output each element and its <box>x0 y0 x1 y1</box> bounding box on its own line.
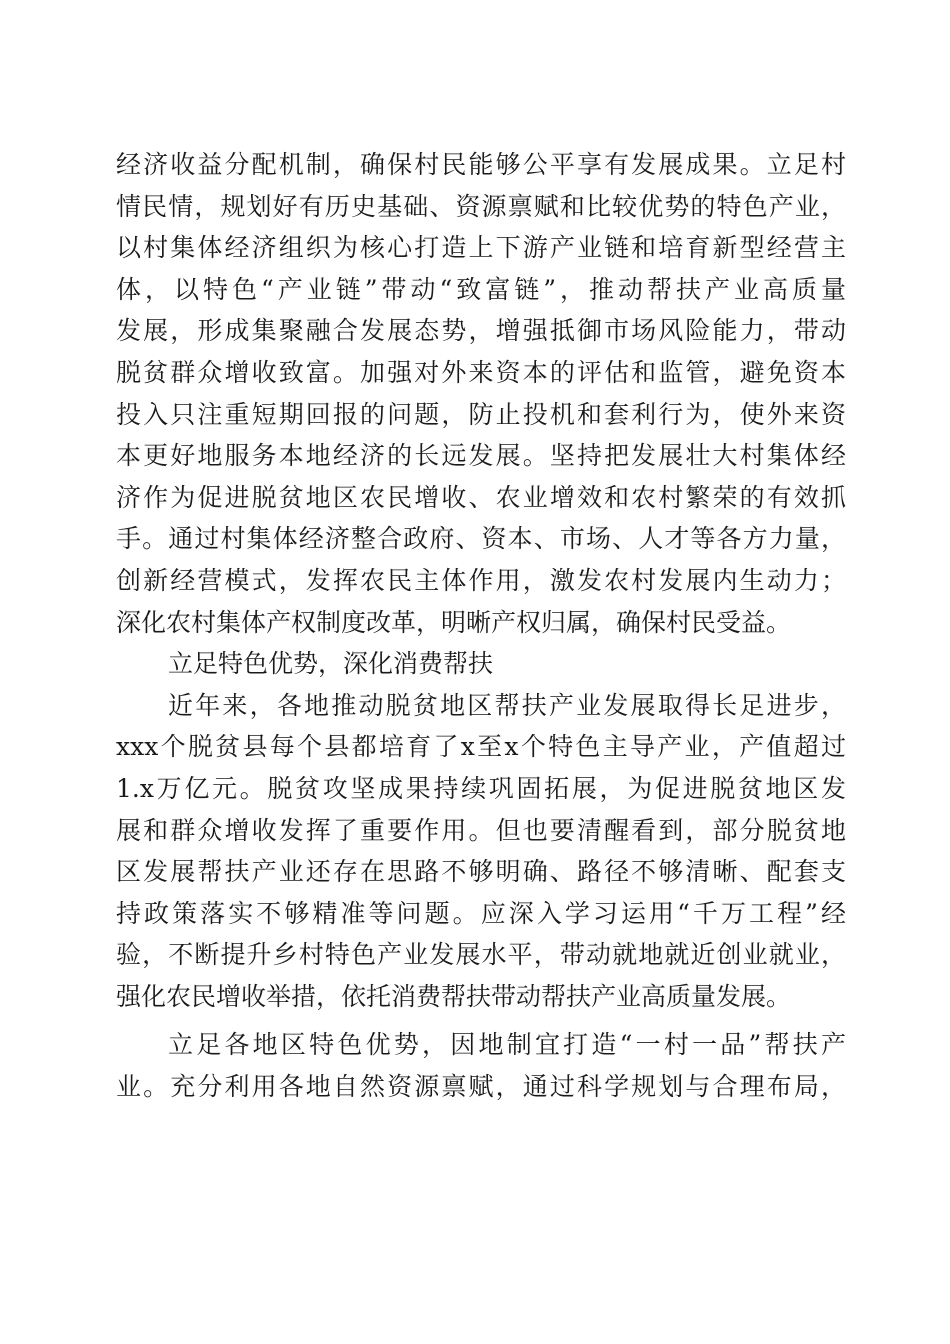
text-line: xxx个脱贫县每个县都培育了x至x个特色主导产业，产值超过 <box>116 732 846 762</box>
text-line: 投入只注重短期回报的问题，防止投机和套利行为，使外来资 <box>116 399 846 429</box>
text-line: 创新经营模式，发挥农民主体作用，激发农村发展内生动力； <box>116 565 846 595</box>
text-line: 近年来，各地推动脱贫地区帮扶产业发展取得长足进步， <box>168 690 846 720</box>
text-line: 验，不断提升乡村特色产业发展水平，带动就地就近创业就业， <box>116 940 846 970</box>
text-line: 展和群众增收发挥了重要作用。但也要清醒看到，部分脱贫地 <box>116 815 846 845</box>
text-line: 立足各地区特色优势，因地制宜打造“一村一品”帮扶产 <box>168 1030 846 1060</box>
text-line: 深化农村集体产权制度改革，明晰产权归属，确保村民受益。 <box>116 607 792 637</box>
text-line: 情民情，规划好有历史基础、资源禀赋和比较优势的特色产业， <box>116 191 846 221</box>
paragraph-one-village-one-product <box>116 1024 846 1107</box>
text-line: 业。充分利用各地自然资源禀赋，通过科学规划与合理布局， <box>116 1072 846 1102</box>
text-line: 1.x万亿元。脱贫攻坚成果持续巩固拓展，为促进脱贫地区发 <box>116 773 846 803</box>
text-line: 以村集体经济组织为核心打造上下游产业链和培育新型经营主 <box>116 233 846 263</box>
heading-line: 立足特色优势，深化消费帮扶 <box>168 649 494 679</box>
text-line: 区发展帮扶产业还存在思路不够明确、路径不够清晰、配套支 <box>116 857 846 887</box>
text-line: 本更好地服务本地经济的长远发展。坚持把发展壮大村集体经 <box>116 441 846 471</box>
paragraph-consumption-support <box>116 685 846 1018</box>
document-body <box>116 144 846 1108</box>
text-line: 济作为促进脱贫地区农民增收、农业增效和农村繁荣的有效抓 <box>116 482 846 512</box>
text-line: 发展，形成集聚融合发展态势，增强抵御市场风险能力，带动 <box>116 316 846 346</box>
section-heading <box>116 643 846 685</box>
paragraph-village-economy <box>116 144 846 643</box>
text-line: 手。通过村集体经济整合政府、资本、市场、人才等各方力量， <box>116 524 846 554</box>
text-line: 经济收益分配机制，确保村民能够公平享有发展成果。立足村 <box>116 150 846 179</box>
text-line: 脱贫群众增收致富。加强对外来资本的评估和监管，避免资本 <box>116 357 846 387</box>
text-line: 持政策落实不够精准等问题。应深入学习运用“千万工程”经 <box>116 898 846 928</box>
text-line: 体，以特色“产业链”带动“致富链”，推动帮扶产业高质量 <box>116 274 846 304</box>
text-line: 强化农民增收举措，依托消费帮扶带动帮扶产业高质量发展。 <box>116 981 792 1011</box>
